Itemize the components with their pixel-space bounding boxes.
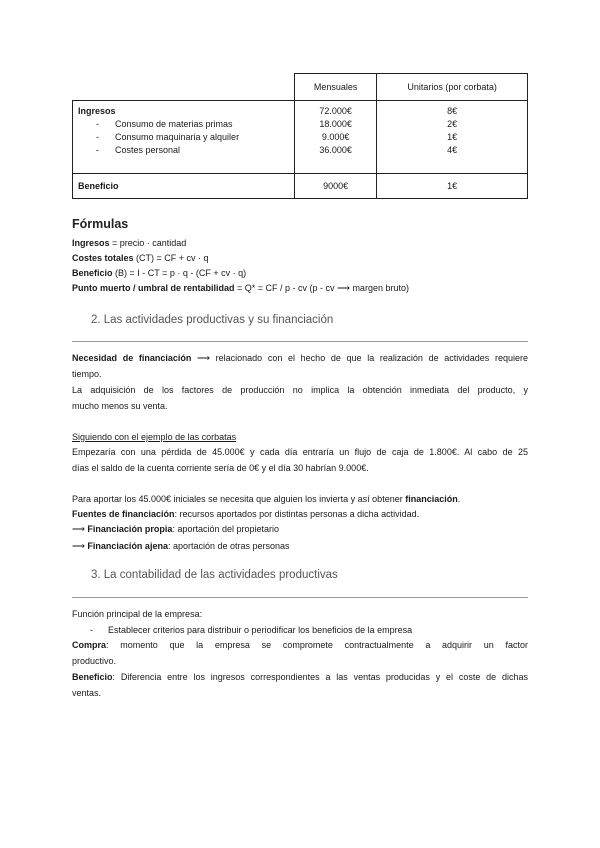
formula-line: Beneficio (B) = I - CT = p · q - (CF + cv · q) — [72, 268, 247, 278]
table-item: - Consumo de materias primas — [96, 119, 233, 129]
arrow-icon: ⟶ — [72, 541, 85, 551]
funcion-bullet: - Establecer criterios para distribuir o periodificar los beneficios de la empresa — [90, 625, 413, 635]
section-2-heading: 2. Las actividades productivas y su financiación — [91, 314, 334, 326]
necesidad-cont: tiempo. — [72, 369, 102, 379]
mensual-value: 72.000€ — [319, 106, 352, 116]
table-item: - Consumo maquinaria y alquiler — [96, 132, 240, 142]
table-header-blank — [73, 74, 295, 101]
compra-cont: productivo. — [72, 656, 117, 666]
section-divider — [72, 341, 528, 342]
ingresos-label: Ingresos — [78, 106, 116, 116]
unitario-value: 4€ — [447, 145, 458, 155]
formulas-title: Fórmulas — [72, 217, 129, 231]
mensual-value: 18.000€ — [319, 119, 352, 129]
beneficio-unitario: 1€ — [377, 174, 528, 199]
adquisicion-line-1: La adquisición de los factores de producción no implica la obtención inmediata del producto, y — [72, 385, 528, 395]
header-mensuales: Mensuales — [294, 74, 376, 101]
formula-line: Ingresos = precio · cantidad — [72, 238, 187, 248]
beneficio-mensual: 9000€ — [294, 174, 376, 199]
beneficio-def-cont: ventas. — [72, 688, 102, 698]
ejemplo-line-1: Empezaría con una pérdida de 45.000€ y cada día entraría un flujo de caja de 1.800€. Al cabo de 25 — [72, 447, 528, 457]
unitario-value: 8€ — [447, 106, 458, 116]
arrow-icon: ⟶ — [72, 524, 85, 534]
section-divider — [72, 597, 528, 598]
table-header-row — [73, 74, 528, 101]
fuentes-line: Fuentes de financiación: recursos aportados por distintas personas a dicha actividad. — [72, 509, 420, 519]
beneficio-row — [73, 174, 528, 199]
unitario-value: 2€ — [447, 119, 458, 129]
ejemplo-line-2: días el saldo de la cuenta corriente sería de 0€ y el día 30 habrían 9.000€. — [72, 463, 369, 473]
financiacion-ajena-line: ⟶ Financiación ajena: aportación de otras personas — [72, 538, 528, 554]
unitario-value: 1€ — [447, 132, 458, 142]
ingresos-row — [73, 101, 528, 174]
section-3-heading: 3. La contabilidad de las actividades productivas — [91, 569, 338, 581]
formula-line: Punto muerto / umbral de rentabilidad = Q* = CF / p - cv (p - cv ⟶ margen bruto) — [72, 283, 409, 293]
formula-line: Costes totales (CT) = CF + cv · q — [72, 253, 209, 263]
beneficio-label: Beneficio — [78, 181, 119, 191]
aportar-line: Para aportar los 45.000€ iniciales se necesita que alguien los invierta y así obtener financiación. — [72, 494, 461, 504]
ejemplo-title: Siguiendo con el ejemplo de las corbatas — [72, 432, 237, 442]
financiacion-propia-line: ⟶ Financiación propia: aportación del propietario — [72, 521, 528, 537]
compra-line: Compra: momento que la empresa se compromete contractualmente a adquirir un factor — [72, 640, 528, 650]
mensual-value: 36.000€ — [319, 145, 352, 155]
header-unitarios: Unitarios (por corbata) — [377, 74, 528, 101]
adquisicion-line-2: mucho menos su venta. — [72, 401, 168, 411]
cost-table — [72, 73, 528, 199]
mensual-value: 9.000€ — [321, 132, 350, 142]
necesidad-paragraph: Necesidad de financiación ⟶ relacionado con el hecho de que la realización de actividades requiere — [72, 353, 528, 363]
table-item: - Costes personal — [96, 145, 181, 155]
funcion-line: Función principal de la empresa: — [72, 609, 203, 619]
beneficio-def-line: Beneficio: Diferencia entre los ingresos correspondientes a las ventas producidas y el coste de dichas — [72, 672, 528, 682]
